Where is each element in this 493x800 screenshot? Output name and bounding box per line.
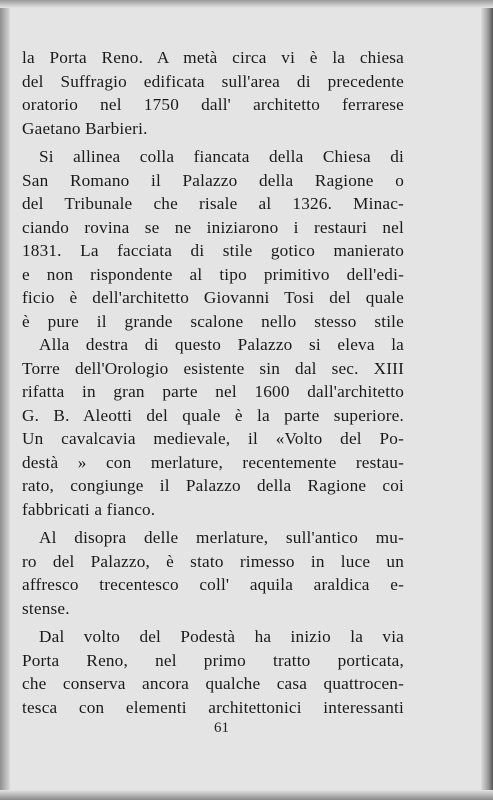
text-line: affresco trecentesco coll' aquila araldica e-	[22, 575, 404, 594]
text-line: la Porta Reno. A metà circa vi è la chiesa	[22, 48, 404, 67]
text-line: ficio è dell'architetto Giovanni Tosi del quale	[22, 288, 404, 307]
text-line: 1831. La facciata di stile gotico manierato	[22, 241, 404, 260]
text-line: Dal volto del Podestà ha inizio la via	[39, 627, 404, 646]
text-line: Gaetano Barbieri.	[22, 118, 148, 138]
scan-edge-top	[0, 0, 493, 8]
page-number: 61	[214, 720, 229, 736]
text-line: rato, congiunge il Palazzo della Ragione coi	[22, 476, 404, 495]
text-line: Porta Reno, nel primo tratto porticata,	[22, 650, 404, 670]
text-line: che conserva ancora qualche casa quattrocen-	[22, 674, 404, 693]
text-line: G. B. Aleotti del quale è la parte superiore.	[22, 405, 404, 425]
text-line: stense.	[22, 598, 70, 618]
scan-edge-right	[481, 0, 493, 800]
text-line: destà » con merlature, recentemente restau-	[22, 452, 404, 472]
text-line: rifatta in gran parte nel 1600 dall'architetto	[22, 382, 404, 401]
scan-edge-left	[0, 0, 10, 800]
scan-edge-bottom	[0, 790, 493, 800]
text-line: San Romano il Palazzo della Ragione o	[22, 170, 404, 190]
text-line: Si allinea colla fiancata della Chiesa di	[39, 147, 404, 166]
text-line: è pure il grande scalone nello stesso stile	[22, 311, 404, 331]
body-text	[22, 46, 404, 719]
text-line: Al disopra delle merlature, sull'antico mu-	[39, 528, 404, 547]
text-line: e non rispondente al tipo primitivo dell'edi-	[22, 264, 404, 284]
text-line: Un cavalcavia medievale, il «Volto del Po-	[22, 429, 404, 448]
text-line: ro del Palazzo, è stato rimesso in luce un	[22, 551, 404, 571]
text-line: ciando rovina se ne iniziarono i restauri nel	[22, 217, 404, 237]
text-line: Alla destra di questo Palazzo si eleva la	[39, 335, 404, 354]
text-line: fabbricati a fianco.	[22, 499, 156, 519]
text-line: tesca con elementi architettonici interessanti	[22, 697, 404, 717]
text-line: oratorio nel 1750 dall' architetto ferrarese	[22, 95, 404, 114]
text-line: Torre dell'Orologio esistente sin dal sec. XIII	[22, 358, 404, 378]
text-line: del Tribunale che risale al 1326. Minac-	[22, 194, 404, 213]
text-line: del Suffragio edificata sull'area di precedente	[22, 71, 404, 91]
